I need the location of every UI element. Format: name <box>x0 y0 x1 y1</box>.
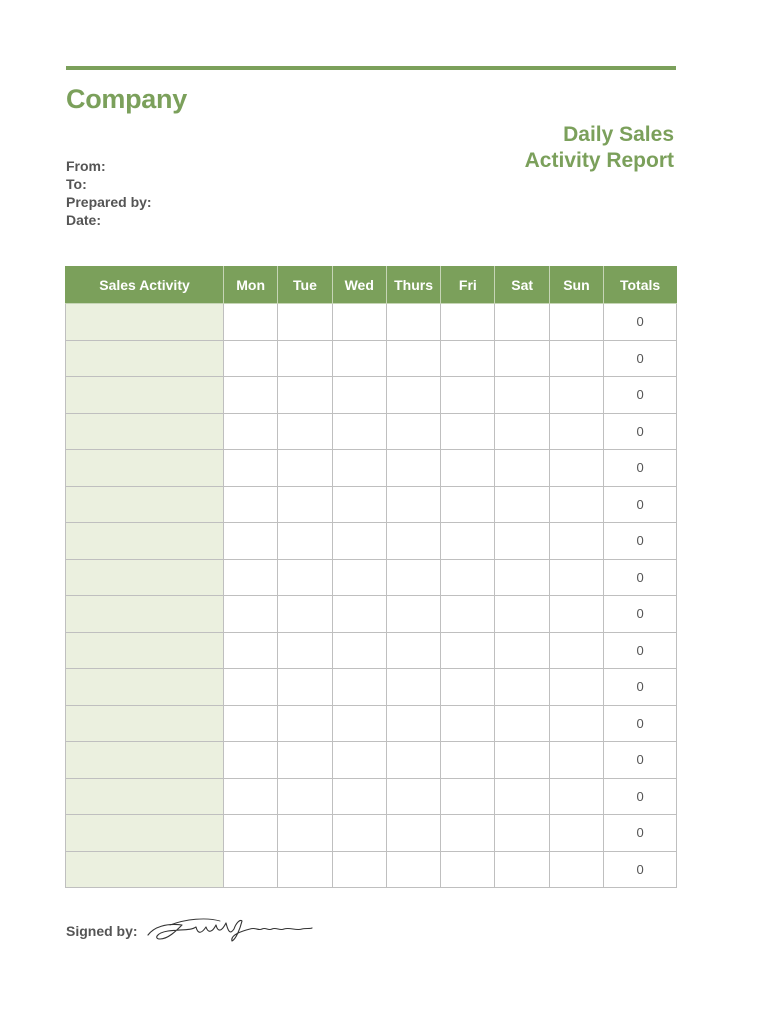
column-header-tue: Tue <box>278 267 332 304</box>
tue-cell[interactable] <box>278 778 332 815</box>
fri-cell[interactable] <box>441 559 495 596</box>
total-cell: 0 <box>604 413 677 450</box>
table-row <box>66 669 677 706</box>
wed-cell[interactable] <box>332 632 386 669</box>
activity-cell[interactable] <box>66 705 224 742</box>
date-label: Date: <box>66 212 102 228</box>
activity-cell[interactable] <box>66 559 224 596</box>
sat-cell[interactable] <box>495 559 549 596</box>
total-cell: 0 <box>604 559 677 596</box>
total-cell: 0 <box>604 377 677 414</box>
thurs-cell[interactable] <box>386 377 440 414</box>
fri-cell[interactable] <box>441 486 495 523</box>
table-row <box>66 486 677 523</box>
total-cell: 0 <box>604 632 677 669</box>
total-cell: 0 <box>604 851 677 888</box>
table-row <box>66 815 677 852</box>
total-cell: 0 <box>604 778 677 815</box>
activity-cell[interactable] <box>66 304 224 341</box>
table-row <box>66 413 677 450</box>
sat-cell[interactable] <box>495 413 549 450</box>
tue-cell[interactable] <box>278 486 332 523</box>
wed-cell[interactable] <box>332 705 386 742</box>
tue-cell[interactable] <box>278 523 332 560</box>
thurs-cell[interactable] <box>386 413 440 450</box>
activity-cell[interactable] <box>66 450 224 487</box>
sat-cell[interactable] <box>495 523 549 560</box>
tue-cell[interactable] <box>278 669 332 706</box>
fri-cell[interactable] <box>441 851 495 888</box>
fri-cell[interactable] <box>441 815 495 852</box>
from-label: From: <box>66 158 106 174</box>
activity-cell[interactable] <box>66 742 224 779</box>
sun-cell[interactable] <box>549 450 603 487</box>
company-name: Company <box>66 84 187 114</box>
activity-cell[interactable] <box>66 669 224 706</box>
table-row <box>66 632 677 669</box>
tue-cell[interactable] <box>278 815 332 852</box>
mon-cell[interactable] <box>224 851 278 888</box>
table-row <box>66 304 677 341</box>
column-header-fri: Fri <box>441 267 495 304</box>
fri-cell[interactable] <box>441 340 495 377</box>
mon-cell[interactable] <box>224 559 278 596</box>
wed-cell[interactable] <box>332 669 386 706</box>
tue-cell[interactable] <box>278 450 332 487</box>
sat-cell[interactable] <box>495 340 549 377</box>
sun-cell[interactable] <box>549 523 603 560</box>
wed-cell[interactable] <box>332 851 386 888</box>
sun-cell[interactable] <box>549 778 603 815</box>
activity-cell[interactable] <box>66 413 224 450</box>
wed-cell[interactable] <box>332 377 386 414</box>
sat-cell[interactable] <box>495 632 549 669</box>
tue-cell[interactable] <box>278 377 332 414</box>
thurs-cell[interactable] <box>386 778 440 815</box>
thurs-cell[interactable] <box>386 304 440 341</box>
fri-cell[interactable] <box>441 450 495 487</box>
to-label: To: <box>66 176 87 192</box>
sat-cell[interactable] <box>495 705 549 742</box>
mon-cell[interactable] <box>224 669 278 706</box>
sun-cell[interactable] <box>549 304 603 341</box>
table-row <box>66 778 677 815</box>
wed-cell[interactable] <box>332 486 386 523</box>
thurs-cell[interactable] <box>386 523 440 560</box>
table-row <box>66 851 677 888</box>
fri-cell[interactable] <box>441 377 495 414</box>
table-row <box>66 596 677 633</box>
tue-cell[interactable] <box>278 559 332 596</box>
sun-cell[interactable] <box>549 377 603 414</box>
thurs-cell[interactable] <box>386 450 440 487</box>
thurs-cell[interactable] <box>386 596 440 633</box>
sales-activity-table <box>65 266 677 888</box>
sat-cell[interactable] <box>495 486 549 523</box>
thurs-cell[interactable] <box>386 851 440 888</box>
mon-cell[interactable] <box>224 705 278 742</box>
mon-cell[interactable] <box>224 815 278 852</box>
sat-cell[interactable] <box>495 669 549 706</box>
total-cell: 0 <box>604 304 677 341</box>
total-cell: 0 <box>604 523 677 560</box>
activity-cell[interactable] <box>66 523 224 560</box>
fri-cell[interactable] <box>441 705 495 742</box>
mon-cell[interactable] <box>224 632 278 669</box>
sun-cell[interactable] <box>549 559 603 596</box>
total-cell: 0 <box>604 815 677 852</box>
activity-cell[interactable] <box>66 486 224 523</box>
table-row <box>66 340 677 377</box>
total-cell: 0 <box>604 705 677 742</box>
fri-cell[interactable] <box>441 523 495 560</box>
mon-cell[interactable] <box>224 486 278 523</box>
table-row <box>66 705 677 742</box>
sun-cell[interactable] <box>549 705 603 742</box>
total-cell: 0 <box>604 669 677 706</box>
wed-cell[interactable] <box>332 450 386 487</box>
thurs-cell[interactable] <box>386 486 440 523</box>
mon-cell[interactable] <box>224 413 278 450</box>
sat-cell[interactable] <box>495 596 549 633</box>
total-cell: 0 <box>604 596 677 633</box>
top-rule <box>66 66 676 70</box>
thurs-cell[interactable] <box>386 632 440 669</box>
column-header-thurs: Thurs <box>386 267 440 304</box>
thurs-cell[interactable] <box>386 815 440 852</box>
tue-cell[interactable] <box>278 596 332 633</box>
thurs-cell[interactable] <box>386 742 440 779</box>
table-header-row <box>66 267 677 304</box>
sat-cell[interactable] <box>495 377 549 414</box>
signature-icon <box>146 913 314 950</box>
table-row <box>66 377 677 414</box>
activity-cell[interactable] <box>66 596 224 633</box>
mon-cell[interactable] <box>224 450 278 487</box>
wed-cell[interactable] <box>332 742 386 779</box>
column-header-wed: Wed <box>332 267 386 304</box>
tue-cell[interactable] <box>278 340 332 377</box>
thurs-cell[interactable] <box>386 559 440 596</box>
sun-cell[interactable] <box>549 851 603 888</box>
report-title-line1: Daily Sales <box>563 123 674 146</box>
column-header-mon: Mon <box>224 267 278 304</box>
tue-cell[interactable] <box>278 851 332 888</box>
activity-cell[interactable] <box>66 632 224 669</box>
total-cell: 0 <box>604 486 677 523</box>
tue-cell[interactable] <box>278 413 332 450</box>
sun-cell[interactable] <box>549 669 603 706</box>
activity-cell[interactable] <box>66 778 224 815</box>
table-row <box>66 523 677 560</box>
sat-cell[interactable] <box>495 742 549 779</box>
fri-cell[interactable] <box>441 778 495 815</box>
sun-cell[interactable] <box>549 815 603 852</box>
signed-by-label: Signed by: <box>66 923 138 939</box>
sat-cell[interactable] <box>495 778 549 815</box>
mon-cell[interactable] <box>224 778 278 815</box>
sun-cell[interactable] <box>549 596 603 633</box>
wed-cell[interactable] <box>332 559 386 596</box>
column-header-totals: Totals <box>604 267 677 304</box>
total-cell: 0 <box>604 450 677 487</box>
fri-cell[interactable] <box>441 669 495 706</box>
wed-cell[interactable] <box>332 340 386 377</box>
sun-cell[interactable] <box>549 340 603 377</box>
tue-cell[interactable] <box>278 632 332 669</box>
mon-cell[interactable] <box>224 340 278 377</box>
thurs-cell[interactable] <box>386 340 440 377</box>
sat-cell[interactable] <box>495 304 549 341</box>
tue-cell[interactable] <box>278 742 332 779</box>
fri-cell[interactable] <box>441 413 495 450</box>
sat-cell[interactable] <box>495 815 549 852</box>
wed-cell[interactable] <box>332 778 386 815</box>
sun-cell[interactable] <box>549 632 603 669</box>
activity-cell[interactable] <box>66 340 224 377</box>
sun-cell[interactable] <box>549 486 603 523</box>
table-row <box>66 450 677 487</box>
sun-cell[interactable] <box>549 413 603 450</box>
fri-cell[interactable] <box>441 742 495 779</box>
fri-cell[interactable] <box>441 632 495 669</box>
thurs-cell[interactable] <box>386 669 440 706</box>
table-row <box>66 559 677 596</box>
report-meta <box>66 157 152 229</box>
mon-cell[interactable] <box>224 304 278 341</box>
activity-cell[interactable] <box>66 377 224 414</box>
fri-cell[interactable] <box>441 304 495 341</box>
mon-cell[interactable] <box>224 596 278 633</box>
table-row <box>66 742 677 779</box>
wed-cell[interactable] <box>332 413 386 450</box>
mon-cell[interactable] <box>224 742 278 779</box>
report-title-line2: Activity Report <box>524 149 674 172</box>
activity-cell[interactable] <box>66 851 224 888</box>
fri-cell[interactable] <box>441 596 495 633</box>
tue-cell[interactable] <box>278 304 332 341</box>
tue-cell[interactable] <box>278 705 332 742</box>
sat-cell[interactable] <box>495 450 549 487</box>
report-title <box>525 122 674 174</box>
total-cell: 0 <box>604 340 677 377</box>
activity-cell[interactable] <box>66 815 224 852</box>
wed-cell[interactable] <box>332 523 386 560</box>
column-header-sun: Sun <box>549 267 603 304</box>
column-header-sales-activity: Sales Activity <box>66 267 224 304</box>
wed-cell[interactable] <box>332 596 386 633</box>
wed-cell[interactable] <box>332 815 386 852</box>
sat-cell[interactable] <box>495 851 549 888</box>
mon-cell[interactable] <box>224 377 278 414</box>
thurs-cell[interactable] <box>386 705 440 742</box>
prepared-by-label: Prepared by: <box>66 194 152 210</box>
mon-cell[interactable] <box>224 523 278 560</box>
total-cell: 0 <box>604 742 677 779</box>
wed-cell[interactable] <box>332 304 386 341</box>
sun-cell[interactable] <box>549 742 603 779</box>
column-header-sat: Sat <box>495 267 549 304</box>
